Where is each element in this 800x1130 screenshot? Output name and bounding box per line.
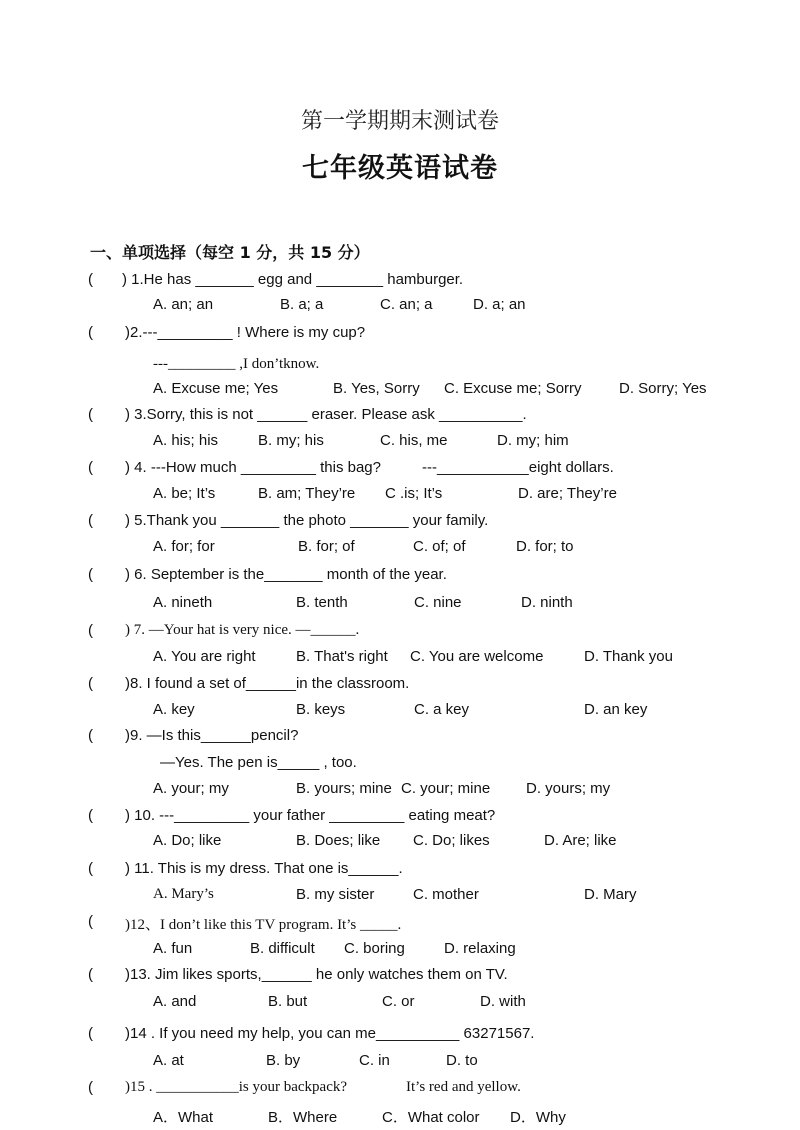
q13-option-d: D. with [480,993,526,1010]
exam-subtitle: 第一学期期末测试卷 [300,109,499,134]
answer-bracket: ( [88,271,93,288]
q10-option-b: B. Does; like [296,832,381,849]
answer-bracket: ( [88,324,93,341]
q9-option-b: B. yours; mine [296,780,392,797]
answer-bracket: ( [88,512,93,529]
q2-option-d: D. Sorry; Yes [619,380,707,397]
question-2-reply: ---_________ ,I don’tknow. [153,356,320,372]
question-9-reply: —Yes. The pen is_____ , too. [160,754,357,771]
answer-bracket: ( [88,913,93,930]
q8-option-b: B. keys [296,701,346,718]
q11-option-c: C. mother [413,886,479,903]
question-7-stem: ) 7. —Your hat is very nice. —______. [125,622,360,638]
q1-option-c: C. an; a [380,296,433,313]
question-4-stem-answer: ---___________eight dollars. [422,459,614,476]
q1-option-a: A. an; an [153,296,214,313]
q10-option-c: C. Do; likes [413,832,490,849]
q3-option-b: B. my; his [258,432,324,449]
question-3-stem: ) 3.Sorry, this is not ______ eraser. Please ask __________. [125,406,527,423]
answer-bracket: ( [88,807,93,824]
q8-option-a: A. key [153,701,195,718]
q7-option-a: A. You are right [153,648,256,665]
answer-bracket: ( [88,727,93,744]
q13-option-a: A. and [153,993,197,1010]
answer-bracket: ( [88,1025,93,1042]
q9-option-a: A. your; my [153,780,229,797]
answer-bracket: ( [88,675,93,692]
q11-option-a: A. Mary’s [153,886,214,902]
q15-option-c: C．What color [382,1109,480,1126]
q12-option-b: B. difficult [250,940,315,957]
answer-bracket: ( [88,459,93,476]
question-12-stem: )12、I don’t like this TV program. It’s _____. [125,917,402,933]
answer-bracket: ( [88,966,93,983]
question-8-stem: )8. I found a set of______in the classroom. [125,675,410,692]
question-15-stem: )15 . ___________is your backpack? [125,1079,348,1095]
question-11-stem: ) 11. This is my dress. That one is______. [125,860,403,877]
q12-option-d: D. relaxing [444,940,516,957]
q14-option-b: B. by [266,1052,301,1069]
answer-bracket: ( [88,860,93,877]
q7-option-c: C. You are welcome [410,648,544,665]
q8-option-c: C. a key [414,701,470,718]
answer-bracket: ( [88,566,93,583]
question-15-stem-answer: It’s red and yellow. [406,1079,521,1095]
q14-option-c: C. in [359,1052,390,1069]
answer-bracket: ( [88,622,93,639]
q9-option-d: D. yours; my [526,780,611,797]
question-13-stem: )13. Jim likes sports,______ he only watches them on TV. [125,966,508,983]
q3-option-c: C. his, me [380,432,448,449]
q6-option-d: D. ninth [521,594,573,611]
q9-option-c: C. your; mine [401,780,491,797]
q2-option-a: A. Excuse me; Yes [153,380,279,397]
q14-option-a: A. at [153,1052,184,1069]
question-14-stem: )14 . If you need my help, you can me__________ 63271567. [125,1025,535,1042]
answer-bracket: ( [88,406,93,423]
q14-option-d: D. to [446,1052,478,1069]
q15-option-d: D．Why [510,1109,566,1126]
q11-option-b: B. my sister [296,886,375,903]
question-10-stem: ) 10. ---_________ your father _________ eating meat? [125,807,496,824]
q4-option-c: C .is; It’s [385,485,443,502]
q4-option-b: B. am; They’re [258,485,356,502]
q4-option-a: A. be; It’s [153,485,216,502]
q8-option-d: D. an key [584,701,648,718]
q3-option-d: D. my; him [497,432,569,449]
q15-option-b: B．Where [268,1109,338,1126]
q2-option-b: B. Yes, Sorry [333,380,420,397]
q15-option-a: A．What [153,1109,214,1126]
q1-option-d: D. a; an [473,296,526,313]
exam-title: 七年级英语试卷 [302,153,498,184]
question-2-stem: )2.---_________ ! Where is my cup? [125,324,366,341]
q12-option-a: A. fun [153,940,193,957]
q5-option-d: D. for; to [516,538,574,555]
q6-option-a: A. nineth [153,594,213,611]
q7-option-d: D. Thank you [584,648,673,665]
q10-option-d: D. Are; like [544,832,617,849]
q5-option-a: A. for; for [153,538,215,555]
q6-option-b: B. tenth [296,594,348,611]
q5-option-b: B. for; of [298,538,355,555]
q4-option-d: D. are; They’re [518,485,617,502]
q3-option-a: A. his; his [153,432,219,449]
question-1-stem: ) 1.He has _______ egg and ________ hamburger. [122,271,464,288]
question-6-stem: ) 6. September is the_______ month of the year. [125,566,447,583]
q13-option-b: B. but [268,993,308,1010]
question-5-stem: ) 5.Thank you _______ the photo _______ your family. [125,512,489,529]
answer-bracket: ( [88,1079,93,1096]
q6-option-c: C. nine [414,594,462,611]
q5-option-c: C. of; of [413,538,466,555]
q7-option-b: B. That's right [296,648,388,665]
q12-option-c: C. boring [344,940,405,957]
question-4-stem: ) 4. ---How much _________ this bag? [125,459,381,476]
q1-option-b: B. a; a [280,296,324,313]
section-heading: 一、单项选择（每空 1 分，共 15 分） [90,243,370,262]
q2-option-c: C. Excuse me; Sorry [444,380,582,397]
q10-option-a: A. Do; like [153,832,222,849]
q11-option-d: D. Mary [584,886,637,903]
q13-option-c: C. or [382,993,415,1010]
question-9-stem: )9. —Is this______pencil? [125,727,299,744]
